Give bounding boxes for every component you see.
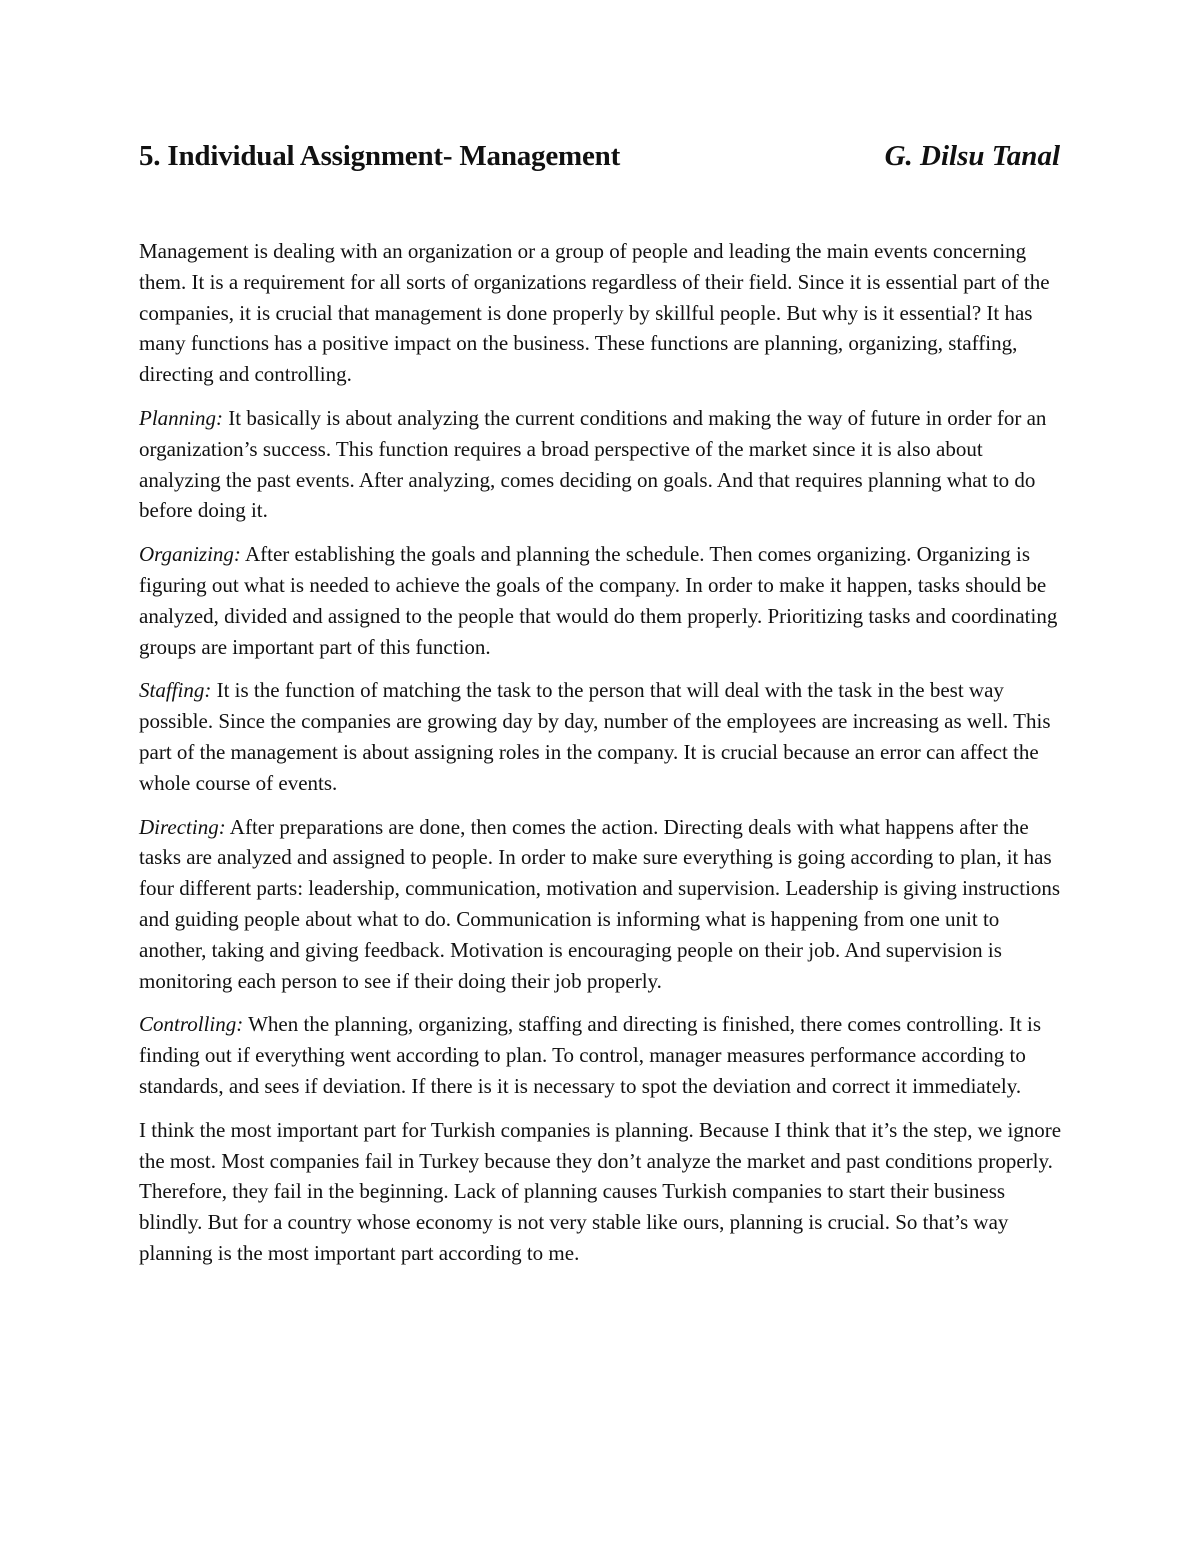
- paragraph-controlling: [139, 1009, 1063, 1101]
- paragraph-staffing: [139, 675, 1063, 798]
- paragraph-text: It basically is about analyzing the current conditions and making the way of future in order for an organization’s success. This function requires a broad perspective of the market since it is also about analyzing the past events. After analyzing, comes deciding on goals. And that requires planning what to do before doing it.: [139, 405, 1047, 523]
- paragraph-text: After preparations are done, then comes the action. Directing deals with what happens after the tasks are analyzed and assigned to people. In order to make sure everything is going according to plan, it has four different parts: leadership, communication, motivation and supervision. Leadership is giving instructions and guiding people about what to do. Communication is informing what is happening from one unit to another, taking and giving feedback. Motivation is encouraging people on their job. And supervision is monitoring each person to see if their doing their job properly.: [139, 814, 1061, 993]
- paragraph-organizing: [139, 539, 1063, 662]
- paragraph-text: I think the most important part for Turkish companies is planning. Because I think that it’s the step, we ignore the most. Most companies fail in Turkey because they don’t analyze the market and past conditions properly. Therefore, they fail in the beginning. Lack of planning causes Turkish companies to start their business blindly. But for a country whose economy is not very stable like ours, planning is crucial. So that’s way planning is the most important part according to me.: [139, 1117, 1062, 1265]
- document-body: [139, 236, 1063, 1282]
- paragraph-text: It is the function of matching the task to the person that will deal with the task in the best way possible. Since the companies are growing day by day, number of the employees are increasing as well. This part of the management is about assigning roles in the company. It is crucial because an error can affect the whole course of events.: [139, 678, 1051, 795]
- paragraph-term: Controlling:: [139, 1012, 244, 1037]
- paragraph-text: When the planning, organizing, staffing and directing is finished, there comes controlling. It is finding out if everything went according to plan. To control, manager measures performance according to standards, and sees if deviation. If there is it is necessary to spot the deviation and correct it immediately.: [139, 1012, 1042, 1098]
- paragraph-conclusion: [139, 1115, 1063, 1269]
- paragraph-text: After establishing the goals and planning the schedule. Then comes organizing. Organizing is figuring out what is needed to achieve the goals of the company. In order to make it happen, tasks should be analyzed, divided and assigned to the people that would do them properly. Prioritizing tasks and coordinating groups are important part of this function.: [139, 542, 1058, 659]
- document-title: 5. Individual Assignment- Management: [139, 140, 621, 172]
- paragraph-text: Management is dealing with an organization or a group of people and leading the main events concerning them. It is a requirement for all sorts of organizations regardless of their field. Since it is essential part of the companies, it is crucial that management is done properly by skillful people. But why is it essential? It has many functions has a positive impact on the business. These functions are planning, organizing, staffing, directing and controlling.: [139, 239, 1050, 387]
- paragraph-term: Staffing:: [139, 678, 212, 703]
- author-name: G. Dilsu Tanal: [884, 140, 1060, 172]
- paragraph-term: Directing:: [139, 814, 226, 839]
- paragraph-directing: [139, 812, 1063, 997]
- paragraph-term: Organizing:: [139, 542, 241, 567]
- paragraph-term: Planning:: [139, 405, 223, 430]
- document-header: [139, 140, 1060, 180]
- paragraph-planning: [139, 403, 1063, 526]
- paragraph-introduction: [139, 236, 1063, 390]
